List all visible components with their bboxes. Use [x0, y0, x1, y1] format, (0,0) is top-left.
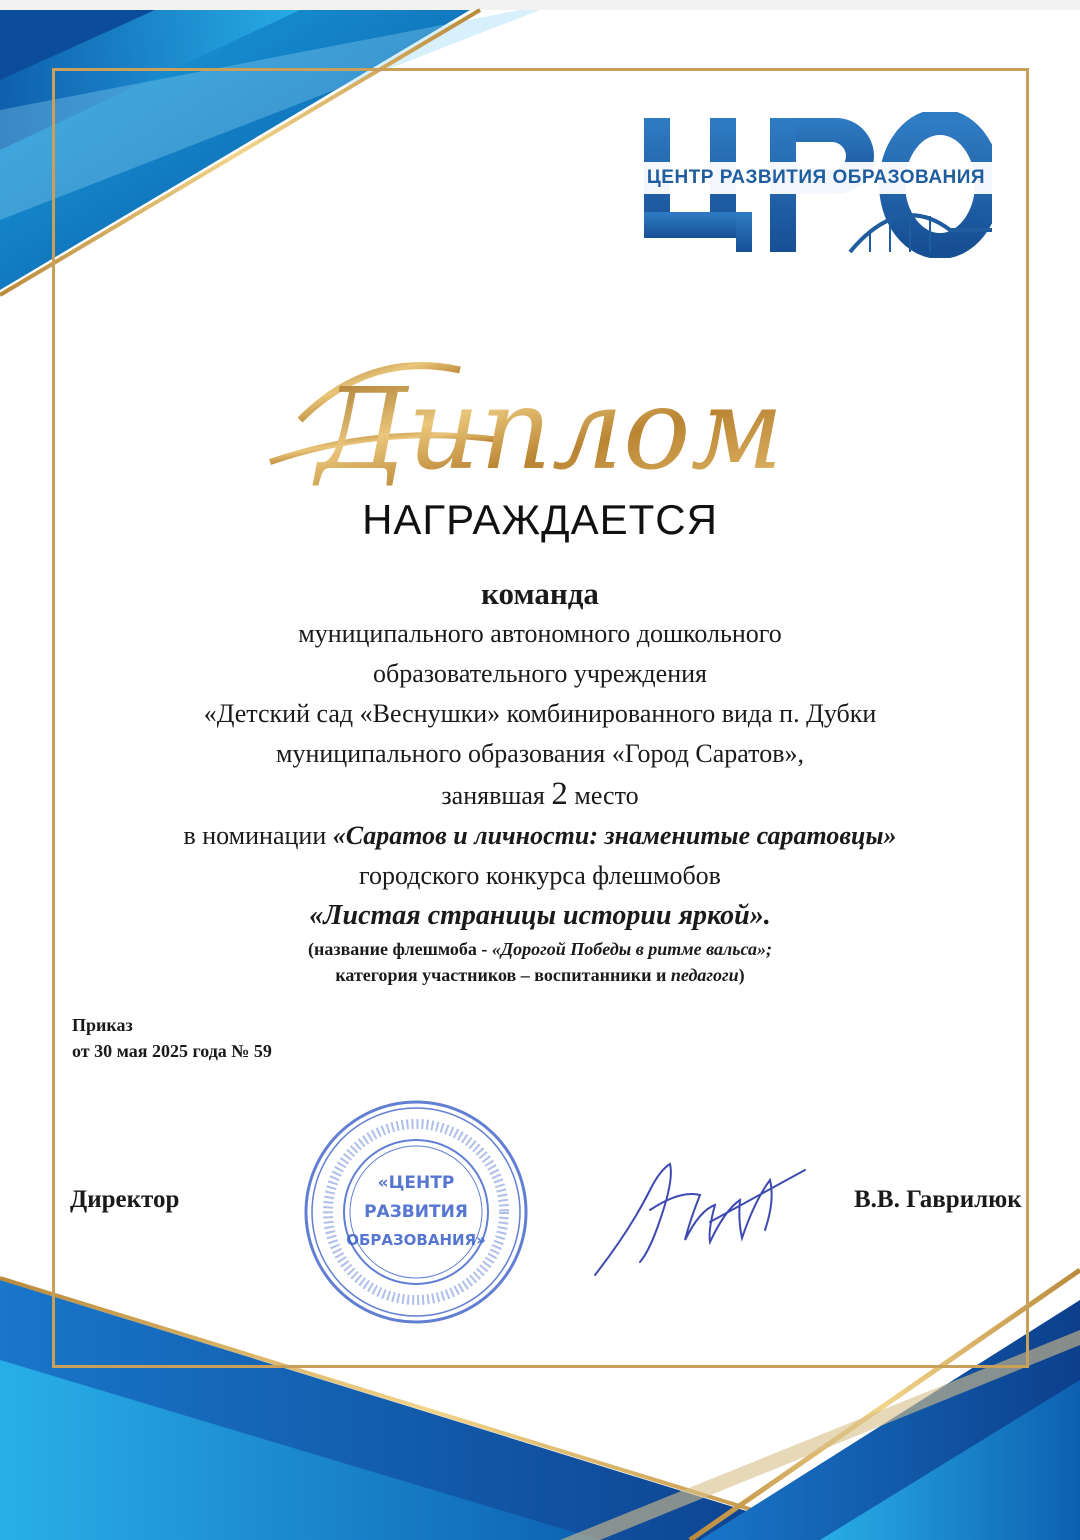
org-line-1: муниципального автономного дошкольного [298, 619, 782, 648]
nomination-prefix: в номинации [183, 821, 327, 850]
diploma-title-text: Диплом [316, 365, 784, 490]
note-flashmob: «Дорогой Победы в ритме вальса»; [491, 939, 773, 959]
official-stamp [300, 1096, 532, 1328]
director-role: Директор [70, 1186, 180, 1213]
place-line [90, 774, 990, 816]
stamp-line-1: «ЦЕНТР [377, 1173, 455, 1193]
note-line-2 [90, 962, 990, 988]
order-details: от 30 мая 2025 года № 59 [72, 1041, 272, 1061]
org-line-3: «Детский сад «Веснушки» комбинированного вида п. Дубки [203, 699, 877, 728]
nomination-line [90, 816, 990, 856]
contest-line: городского конкурса флешмобов [359, 861, 721, 890]
signature [590, 1150, 810, 1280]
team-label: команда [481, 576, 599, 611]
order-block [72, 1012, 272, 1064]
place-number: 2 [551, 776, 568, 812]
stamp-line-2: РАЗВИТИЯ [364, 1202, 468, 1222]
director-name: В.В. Гаврилюк [854, 1186, 1022, 1213]
diploma-body [90, 574, 990, 988]
note-category-italic: педагоги [670, 965, 739, 985]
logo-band-text: ЦЕНТР РАЗВИТИЯ ОБРАЗОВАНИЯ [646, 167, 986, 188]
diploma-script-title [260, 340, 820, 490]
note-line-1 [90, 936, 990, 962]
diploma-title-graphic [260, 340, 820, 490]
cro-logo [640, 112, 992, 258]
nomination-name: «Саратов и личности: знаменитые саратовцы» [332, 821, 897, 850]
note-prefix: (название флешмоба - [307, 939, 488, 959]
org-line-2: образовательного учреждения [373, 659, 707, 688]
place-suffix: место [574, 781, 639, 810]
note-category-prefix: категория участников – воспитанники и [335, 965, 667, 985]
note-close: ) [738, 965, 745, 985]
contest-name: «Листая страницы истории яркой». [309, 900, 771, 931]
order-label: Приказ [72, 1015, 133, 1035]
stamp-line-3: ОБРАЗОВАНИЯ» [346, 1231, 486, 1249]
org-line-4: муниципального образования «Город Саратов», [276, 739, 804, 768]
place-prefix: занявшая [441, 781, 545, 810]
awarded-heading: НАГРАЖДАЕТСЯ [362, 496, 718, 543]
